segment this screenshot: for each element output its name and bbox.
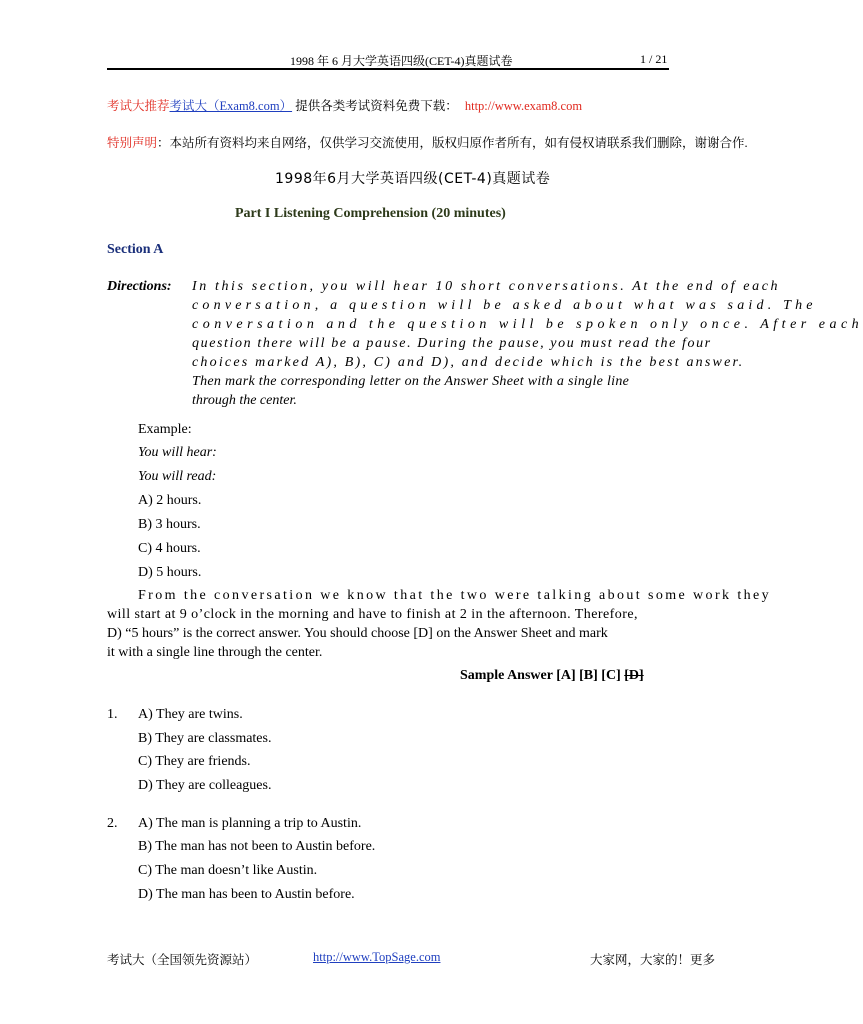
directions-line: question there will be a pause. During the pause, you must read the four (192, 336, 712, 351)
promo-prefix: 考试大推荐 (107, 99, 170, 113)
example-hear: You will hear: (138, 445, 217, 460)
example-option: A) 2 hours. (138, 493, 202, 508)
sample-answer (460, 668, 644, 684)
question-option: C) The man doesn’t like Austin. (138, 863, 318, 878)
question-option: C) They are friends. (138, 754, 251, 769)
example-explanation-line: D) “5 hours” is the correct answer. You should choose [D] on the Answer Sheet and mark (107, 626, 608, 641)
example-read: You will read: (138, 469, 217, 484)
directions-line: In this section, you will hear 10 short conversations. At the end of each (192, 279, 781, 294)
question-number: 2. (107, 816, 118, 831)
disclaimer-text: ：本站所有资料均来自网络，仅供学习交流使用，版权归原作者所有，如有侵权请联系我们删除，谢谢合作. (157, 136, 748, 150)
section-title: Section A (107, 242, 164, 257)
disclaimer-prefix: 特别声明 (107, 136, 158, 150)
question-option: A) They are twins. (138, 707, 243, 722)
directions-line: conversation and the question will be spoken only once. After each (192, 317, 863, 332)
question-option: B) They are classmates. (138, 731, 272, 746)
example-label: Example: (138, 422, 192, 437)
question-number: 1. (107, 707, 118, 722)
promo-line-2 (107, 133, 748, 151)
directions-line: conversation, a question will be asked about what was said. The (192, 298, 817, 313)
question-option: D) The man has been to Austin before. (138, 887, 355, 902)
example-option: B) 3 hours. (138, 517, 201, 532)
example-option: D) 5 hours. (138, 565, 202, 580)
promo-link[interactable]: 考试大（Exam8.com） (169, 99, 293, 113)
promo-url[interactable]: http://www.exam8.com (464, 99, 583, 113)
directions-line: Then mark the corresponding letter on the Answer Sheet with a single line (192, 374, 630, 389)
example-option: C) 4 hours. (138, 541, 201, 556)
directions-label: Directions: (107, 279, 172, 294)
question-option: A) The man is planning a trip to Austin. (138, 816, 362, 831)
question-option: B) The man has not been to Austin before. (138, 839, 376, 854)
question-option: D) They are colleagues. (138, 778, 272, 793)
footer-link[interactable]: http://www.TopSage.com (313, 950, 441, 964)
doc-title: 1998年6月大学英语四级(CET-4)真题试卷 (275, 171, 551, 187)
part-title: Part I Listening Comprehension (20 minutes) (235, 206, 506, 221)
header-title: 1998 年 6 月大学英语四级(CET-4)真题试卷 (290, 54, 513, 68)
header-rule (107, 68, 669, 70)
page-number: 1 / 21 (640, 52, 668, 66)
promo-line-1 (107, 96, 582, 114)
directions-line: choices marked A), B), C) and D), and decide which is the best answer. (192, 355, 745, 370)
directions-line: through the center. (192, 393, 297, 408)
footer-left: 考试大（全国领先资源站） (107, 953, 258, 967)
footer-right: 大家网，大家的！更多 (590, 953, 716, 967)
promo-mid: 提供各类考试资料免费下载： (292, 99, 458, 113)
sample-answer-choice: [D] (624, 668, 644, 683)
example-explanation-line: it with a single line through the center. (107, 645, 323, 660)
example-explanation-line: will start at 9 o’clock in the morning and have to finish at 2 in the afternoon. Therefore, (107, 607, 638, 622)
example-explanation-line: From the conversation we know that the two were talking about some work they (138, 588, 772, 603)
sample-answer-label: Sample Answer [A] [B] [C] (460, 668, 625, 683)
